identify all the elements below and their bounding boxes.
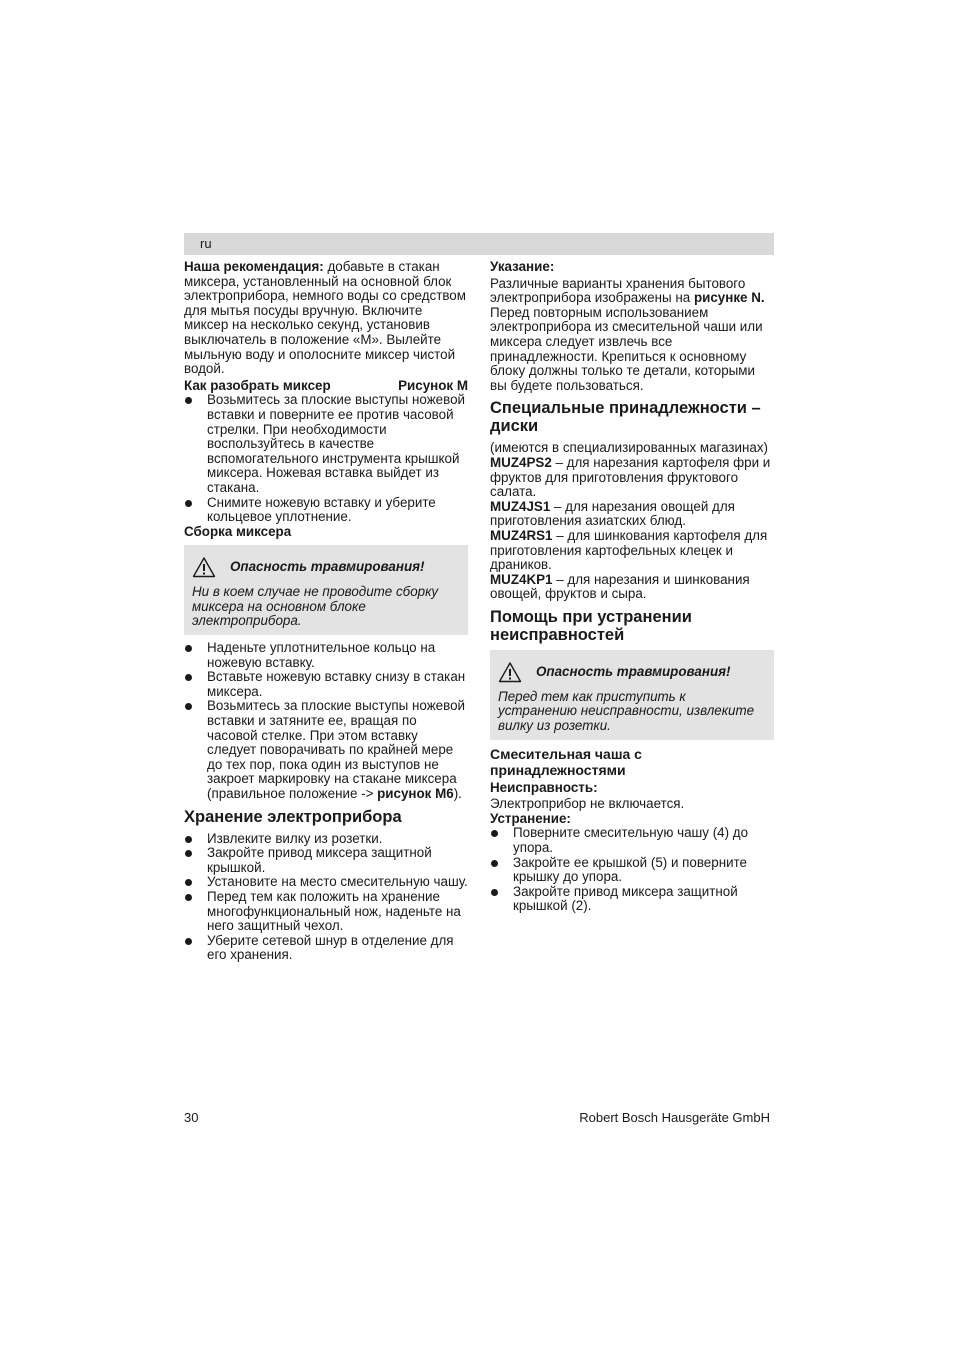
accessory-text: – для нарезания и шинкования овощей, фруктов и сыра.	[490, 571, 750, 602]
list-item-end: ).	[453, 786, 462, 801]
assembly-list	[184, 641, 468, 802]
company-name: Robert Bosch Hausgeräte GmbH	[579, 1110, 770, 1125]
recommendation-text: добавьте в стакан миксера, установленный на основной блок электроприбора, немного воды со средством для мытья посуды вручную. Включите миксер на несколько секунд, установив выключатель в положение «M». Вылейте мыльную воду и ополосните миксер чистой водой.	[184, 259, 466, 377]
accessory-item	[490, 529, 774, 573]
note-paragraph	[490, 277, 774, 394]
accessory-item	[490, 500, 774, 529]
list-item: Установите на место смесительную чашу.	[184, 875, 468, 890]
figure-ref: рисунок M6	[377, 786, 454, 801]
accessory-text: – для шинкования картофеля для приготовления картофельных клецек и драников.	[490, 527, 768, 573]
assembly-title: Сборка миксера	[184, 523, 292, 539]
note-figure-ref: рисунке N.	[693, 290, 765, 306]
troubleshooting-heading: Помощь при устранении неисправностей	[490, 607, 692, 644]
warning-text: Ни в коем случае не проводите сборку миксера на основном блоке электроприбора.	[192, 584, 439, 629]
accessory-item	[490, 573, 774, 602]
note-title: Указание:	[490, 259, 555, 274]
page-number: 30	[184, 1110, 199, 1125]
disassemble-title: Как разобрать миксер	[184, 377, 331, 393]
list-item: Уберите сетевой шнур в отделение для его хранения.	[184, 934, 468, 963]
list-item: Наденьте уплотнительное кольцо на ножевую вставку.	[184, 641, 468, 670]
note-text-1: Различные варианты хранения бытового электроприбора изображены на	[490, 275, 746, 306]
fault-label: Неисправность:	[490, 779, 598, 795]
accessory-code: MUZ4RS1	[490, 527, 553, 543]
list-item: Перед тем как положить на хранение многофункциональный нож, наденьте на него защитный чехол.	[184, 890, 468, 934]
disassemble-heading	[184, 379, 468, 394]
list-item-text: Возьмитесь за плоские выступы ножевой вставки и затяните ее, вращая по часовой стелке. При этом вставку следует поворачивать по крайней мере до тех пор, пока один из выступов не закроет маркировку на стакане миксера (правильное положение ->	[207, 698, 466, 801]
accessory-code: MUZ4PS2	[490, 454, 552, 470]
accessory-text: – для нарезания картофеля фри и фруктов для приготовления фруктового салата.	[490, 454, 771, 500]
list-item: Вставьте ножевую вставку снизу в стакан миксера.	[184, 670, 468, 699]
list-item: Закройте привод миксера защитной крышкой.	[184, 846, 468, 875]
list-item: Закройте привод миксера защитной крышкой (2).	[490, 885, 774, 914]
list-item: Снимите ножевую вставку и уберите кольцевое уплотнение.	[184, 496, 468, 525]
accessory-code: MUZ4KP1	[490, 571, 553, 587]
warning-text: Перед тем как приступить к устранению неисправности, извлеките вилку из розетки.	[498, 688, 755, 734]
list-item	[184, 699, 468, 801]
list-item: Закройте ее крышкой (5) и поверните крышку до упора.	[490, 856, 774, 885]
fault-text: Электроприбор не включается.	[490, 796, 685, 812]
language-label: ru	[200, 236, 212, 251]
accessories-heading: Специальные принадлежности – диски	[490, 399, 761, 436]
language-bar	[184, 233, 774, 255]
list-item: Возьмитесь за плоские выступы ножевой вставки и поверните ее против часовой стрелки. При необходимости воспользуйтесь в качестве вспомогательного инструмента крышкой миксера. Ножевая вставка выйдет из стакана.	[184, 393, 468, 495]
warning-title: Опасность травмирования!	[536, 663, 731, 679]
disassemble-figure-ref: Рисунок M	[398, 377, 468, 393]
warning-title: Опасность травмирования!	[230, 558, 425, 574]
recommendation-label: Наша рекомендация:	[184, 259, 324, 274]
warning-box	[490, 650, 774, 740]
accessory-code: MUZ4JS1	[490, 498, 551, 514]
warning-triangle-icon	[498, 661, 522, 683]
list-item: Поверните смесительную чашу (4) до упора.	[490, 826, 774, 855]
bowl-heading: Смесительная чаша с принадлежностями	[490, 745, 642, 778]
left-column	[184, 260, 468, 963]
fix-list	[490, 826, 774, 914]
fix-label: Устранение:	[490, 810, 571, 826]
accessory-text: – для нарезания овощей для приготовления азиатских блюд.	[490, 498, 735, 529]
accessory-item	[490, 456, 774, 500]
right-column	[490, 260, 774, 914]
list-item: Извлеките вилку из розетки.	[184, 832, 468, 847]
storage-heading: Хранение электроприбора	[184, 807, 402, 826]
storage-list	[184, 832, 468, 963]
recommendation-paragraph	[184, 260, 468, 377]
warning-triangle-icon	[192, 556, 216, 578]
note-text-2: Перед повторным использованием электроприбора из смесительной чаши или миксера следует извлечь все принадлежности. Крепиться к основному блоку должны только те детали, которыми вы будете пользоваться.	[490, 304, 763, 393]
disassemble-list	[184, 393, 468, 524]
warning-box	[184, 545, 468, 635]
accessories-intro: (имеются в специализированных магазинах)	[490, 440, 769, 456]
